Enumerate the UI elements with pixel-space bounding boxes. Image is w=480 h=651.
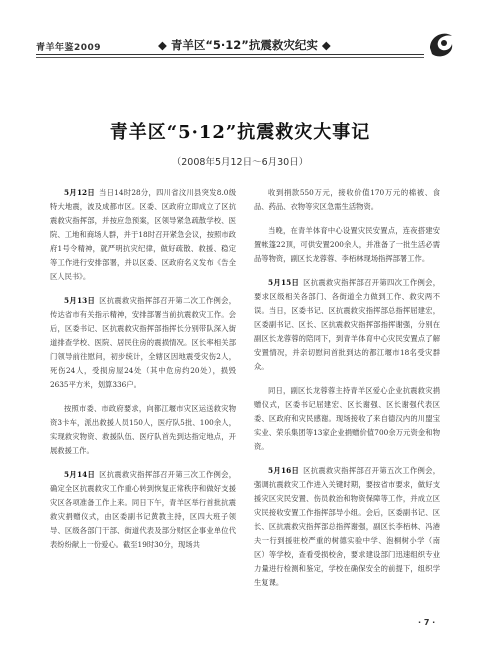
entry-date: 5月12日 — [64, 188, 95, 197]
yearbook-label: 青羊年鉴2009 — [36, 43, 102, 53]
entry-date: 5月14日 — [64, 470, 96, 479]
entry-text: 当日14时28分，四川省汶川县突发8.0级特大地震，波及成都市区。区委、区政府立即成立了区抗震救灾指挥部，并按应急预案，区领导紧急疏散学校、医院、工地和商场人群，并于18时召开紧急会议，按照市政府1号令精神，就严明抗灾纪律，做好疏散、救援、稳定等工作进行安排部署，并以区委、区政府名义发布《告全区人民书》。 — [50, 188, 236, 281]
header-rule — [36, 54, 424, 55]
entry-text: 收到捐款550万元，接收价值170万元的棉被、食品、药品、衣物等灾区急需生活物资。 — [254, 188, 440, 211]
header-rule-thin — [36, 57, 424, 58]
entry-text: 区抗震救灾指挥部召开第四次工作例会，要求区级相关各部门、各街道全力做到工作、救灾两不误。当日，区委书记、区抗震救灾指挥部总指挥屈建宏，区委副书记、区长、区抗震救灾指挥部指挥谢强，分别在副区长龙蓉蓉的陪同下，到青羊体育中心灾民安置点了解安置情况，并亲切慰问首批到达的都江堰市18名受灾群众。 — [254, 278, 441, 371]
right-column — [254, 186, 440, 600]
entry-paragraph — [254, 276, 440, 374]
entry-paragraph — [50, 468, 236, 552]
left-column — [50, 186, 236, 562]
entry-text: 同日，副区长龙蓉蓉主持青羊区爱心企业抗震救灾捐赠仪式，区委书记屈建宏、区长谢强、区长谢强代表区委、区政府和灾民感谢。现场接收了来自德汉内的川盟宝实业、荣乐集团等13家企业捐赠价值700余万元资金和物资。 — [254, 386, 440, 451]
entry-paragraph — [50, 186, 236, 284]
entry-text: 区抗震救灾指挥部召开第二次工作例会，传达省市有关指示精神，安排部署当前抗震救灾工作。会后，区委书记、区抗震救灾指挥部指挥长分别带队深入街道排查学校、医院、居民住房的震损情况。区长率相关部门领导前往慰问，初步统计，全辖区因地震受灾伤2人，死伤24人，受损房屋24处（其中危房约20处），损毁2635平方米，划算336户。 — [50, 296, 237, 389]
entry-paragraph — [254, 464, 440, 590]
page-header — [0, 0, 480, 70]
entry-paragraph — [254, 224, 440, 266]
section-title: ◆ 青羊区“5·12”抗震救灾纪实 ◆ — [158, 38, 331, 52]
entry-text: 区抗震救灾指挥部召开第五次工作例会，强调抗震救灾工作进入关键时期，要按省市要求，做好支援灾区灾民安置、伤员救治和物资保障等工作，并成立区灾民接收安置工作指挥部导小组。会后，区委副书记、区长、区抗震救灾指挥部总指挥谢强，副区长李栢林、冯港夫一行到援驻校严重的树德实验中学、泡桐树小学（南区）等学校，查看受损校舍，要求建设部门迅速组织专业力量进行检测和鉴定，学校在确保安全的前提下，组织学生复课。 — [254, 466, 441, 587]
page-number: · 7 · — [418, 618, 436, 627]
entry-date: 5月16日 — [268, 466, 300, 475]
entry-paragraph — [254, 186, 440, 214]
entry-date: 5月15日 — [268, 278, 300, 287]
swirl-logo-icon — [424, 26, 458, 60]
entry-paragraph — [50, 294, 236, 392]
entry-paragraph — [254, 384, 440, 454]
entry-text: 当晚，在青羊体育中心设置灾民安置点，连夜搭建安置帐篷22顶，可供安置200余人，并准备了一批生活必需品等物资，副区长龙蓉蓉、李栢林现场指挥部署工作。 — [254, 226, 440, 263]
date-range: （2008年5月12日～6月30日） — [171, 157, 309, 168]
entry-paragraph — [50, 402, 236, 458]
page-title: 青羊区“5·12”抗震救灾大事记 — [109, 122, 371, 143]
entry-text: 按照市委、市政府要求，向都江堰市灾区运送救灾物资3卡车，派出救援人员150人，医疗队5批、100余人，实现救灾物资、救援队伍、医疗队首先到达指定地点，开展救援工作。 — [50, 404, 236, 455]
entry-date: 5月13日 — [64, 296, 96, 305]
entry-text: 区抗震救灾指挥部召开第三次工作例会，确定全区抗震救灾工作重心转到恢复正常秩序和做好支援灾区各项准备工作上来。同日下午，青羊区举行首批抗震救灾捐赠仪式，由区委副书记黄教主持，区四大班子领导、区级各部门干部、街道代表及部分财区企事业单位代表纷纷献上一份爱心。截至19时30分，现场共 — [50, 470, 237, 549]
